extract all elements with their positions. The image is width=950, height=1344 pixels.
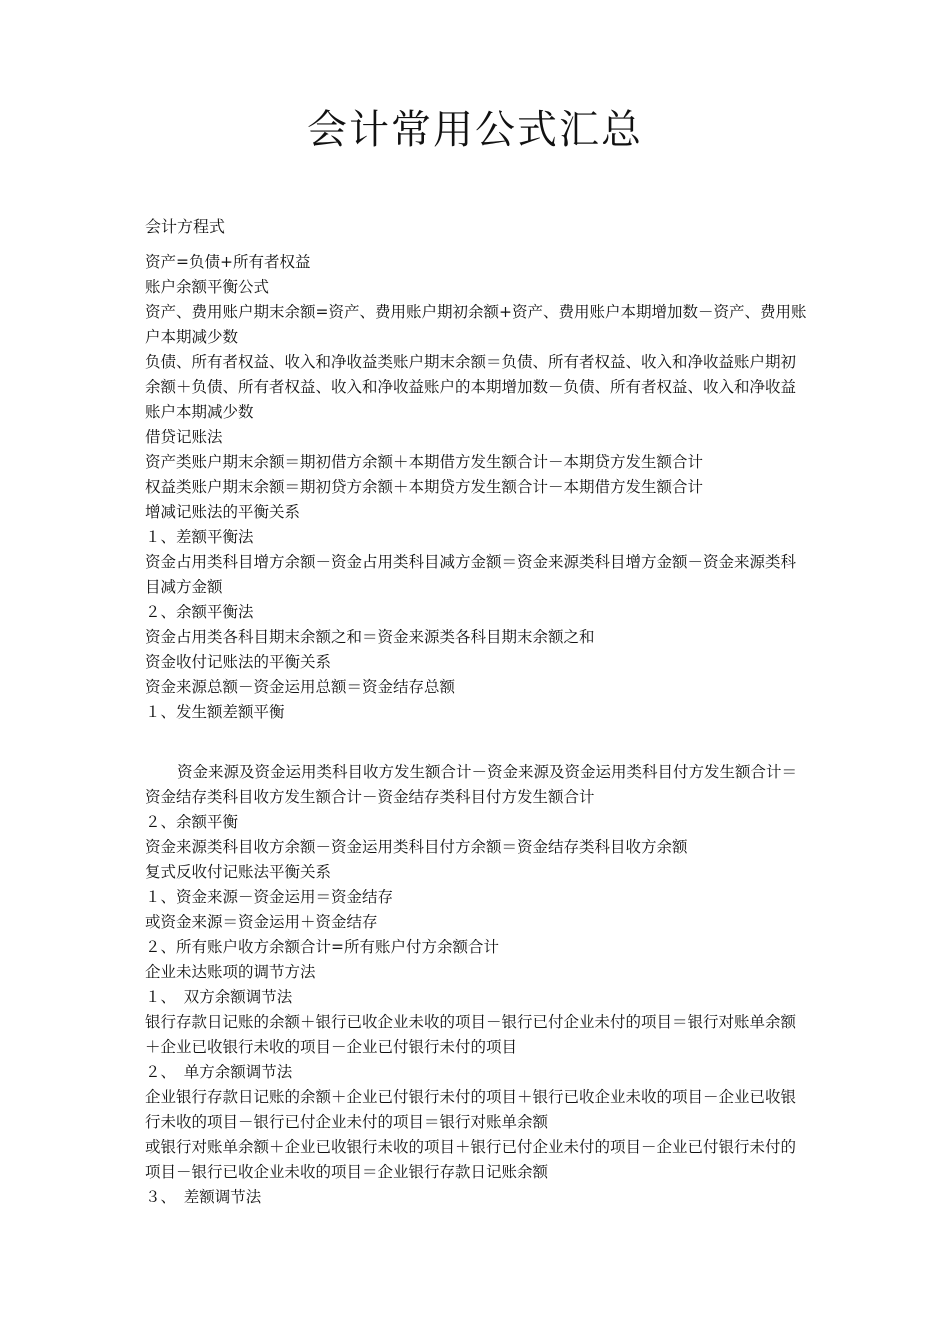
text-line: 资产、费用账户期末余额=资产、费用账户期初余额+资产、费用账户本期增加数－资产、费用账户本期减少数 [145,303,807,346]
text-line: 资产类账户期末余额＝期初借方余额＋本期借方发生额合计－本期贷方发生额合计 [145,453,704,471]
text-line: ２、所有账户收方余额合计=所有账户付方余额合计 [145,938,499,956]
text-line: 资金来源总额－资金运用总额＝资金结存总额 [145,678,456,696]
text-line: 借贷记账法 [145,428,223,446]
formula-block-lower [145,760,810,1210]
text-line: 企业银行存款日记账的余额＋企业已付银行未付的项目＋银行已收企业未收的项目－企业已收银行未收的项目－银行已付企业未付的项目＝银行对账单余额 [145,1088,797,1131]
text-line: ２、 单方余额调节法 [145,1063,293,1081]
text-line: 权益类账户期末余额＝期初贷方余额＋本期贷方发生额合计－本期借方发生额合计 [145,478,704,496]
text-line: 资金来源及资金运用类科目收方发生额合计－资金来源及资金运用类科目付方发生额合计＝资金结存类科目收方发生额合计－资金结存类科目付方发生额合计 [145,763,798,806]
document-title: 会计常用公式汇总 [307,107,643,153]
text-line: １、发生额差额平衡 [145,703,285,721]
text-line: 增减记账法的平衡关系 [145,503,301,521]
text-line: 企业未达账项的调节方法 [145,963,316,981]
text-line: 资金占用类各科目期末余额之和＝资金来源类各科目期末余额之和 [145,628,595,646]
text-line: １、资金来源－资金运用＝资金结存 [145,888,394,906]
text-line: 负债、所有者权益、收入和净收益类账户期末余额＝负债、所有者权益、收入和净收益账户期初余额＋负债、所有者权益、收入和净收益账户的本期增加数－负债、所有者权益、收入和净收益账户本期减少数 [145,353,797,421]
section-heading: 会计方程式 [145,217,226,236]
text-line: ２、余额平衡 [145,813,239,831]
formula-block-upper [145,250,810,725]
text-line: 账户余额平衡公式 [145,278,270,296]
text-line: 复式反收付记账法平衡关系 [145,863,332,881]
text-line: 或资金来源＝资金运用＋资金结存 [145,913,378,931]
text-line: 资金来源类科目收方余额－资金运用类科目付方余额＝资金结存类科目收方余额 [145,838,688,856]
text-line: ２、余额平衡法 [145,603,254,621]
text-line: 资产=负债+所有者权益 [145,253,311,271]
text-line: １、差额平衡法 [145,528,254,546]
text-line: １、 双方余额调节法 [145,988,293,1006]
text-line: ３、 差额调节法 [145,1188,262,1206]
text-line: 资金收付记账法的平衡关系 [145,653,332,671]
text-line: 资金占用类科目增方余额－资金占用类科目减方金额＝资金来源类科目增方金额－资金来源类科目减方金额 [145,553,797,596]
text-line: 银行存款日记账的余额＋银行已收企业未收的项目－银行已付企业未付的项目＝银行对账单余额＋企业已收银行未收的项目－企业已付银行未付的项目 [145,1013,797,1056]
text-line: 或银行对账单余额＋企业已收银行未收的项目＋银行已付企业未付的项目－企业已付银行未付的项目－银行已收企业未收的项目＝企业银行存款日记账余额 [145,1138,797,1181]
